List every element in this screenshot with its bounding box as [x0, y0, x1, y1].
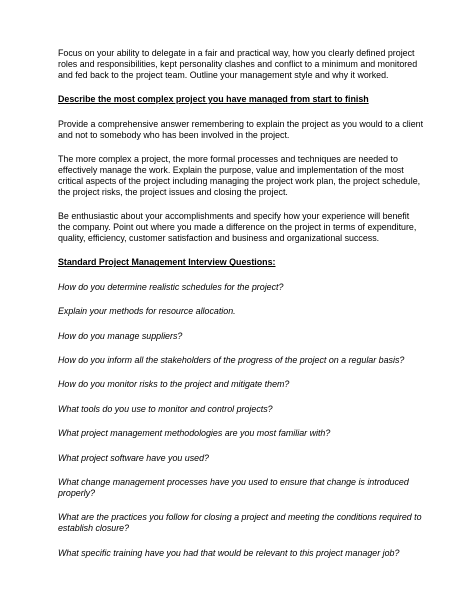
question-item: What tools do you use to monitor and control projects?	[58, 403, 273, 414]
question-item: How do you inform all the stakeholders of the progress of the project on a regular basis?	[58, 354, 405, 365]
question-item: What project management methodologies are you most familiar with?	[58, 428, 331, 439]
question-item: Explain your methods for resource allocation.	[58, 306, 236, 317]
section-heading-interview-questions: Standard Project Management Interview Questions:	[58, 257, 276, 268]
body-paragraph: The more complex a project, the more formal processes and techniques are needed to effectively manage the work. Explain the purpose, value and implementation of the most critical aspects of the project including managing the project work plan, the project schedule, the project risks, the project issues and closing the project.	[58, 153, 421, 197]
question-item: What project software have you used?	[58, 452, 209, 463]
question-item: What are the practices you follow for closing a project and meeting the conditions required to establish closure?	[58, 512, 422, 534]
question-item: How do you monitor risks to the project and mitigate them?	[58, 379, 290, 390]
body-paragraph: Be enthusiastic about your accomplishments and specify how your experience will benefit the company. Point out where you made a difference on the project in terms of expenditure, quality, efficiency, customer satisfaction and business and organizational success.	[58, 211, 417, 243]
section-heading-complex-project: Describe the most complex project you have managed from start to finish	[58, 94, 369, 105]
question-item: What specific training have you had that would be relevant to this project manager job?	[58, 547, 400, 558]
question-item: How do you determine realistic schedules for the project?	[58, 281, 284, 292]
question-item: What change management processes have you used to ensure that change is introduced properly?	[58, 476, 409, 498]
intro-paragraph: Focus on your ability to delegate in a fair and practical way, how you clearly defined project roles and responsibilities, kept personality clashes and conflict to a minimum and monitored and fed back to the project team. Outline your management style and why it worked.	[58, 48, 418, 80]
question-item: How do you manage suppliers?	[58, 330, 183, 341]
body-paragraph: Provide a comprehensive answer remembering to explain the project as you would to a client and not to somebody who has been involved in the project.	[58, 118, 424, 140]
